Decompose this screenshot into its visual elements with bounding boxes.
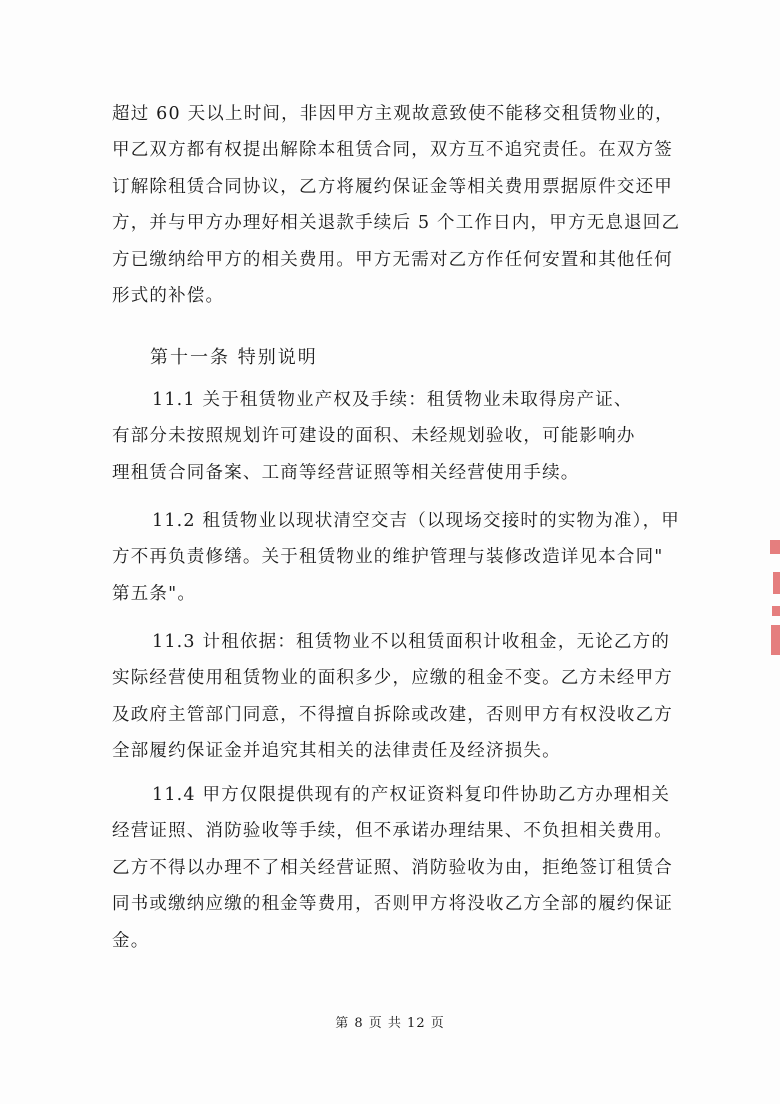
text-line: 11.2 租赁物业以现状清空交吉（以现场交接时的实物为准），甲 xyxy=(152,511,680,531)
clause-11-4 xyxy=(112,777,672,959)
text-line: 及政府主管部门同意，不得擅自拆除或改建，否则甲方有权没收乙方 xyxy=(112,704,673,725)
text-line: 11.3 计租依据：租赁物业不以租赁面积计收租金，无论乙方的 xyxy=(152,632,671,652)
clause-11-3 xyxy=(112,624,672,770)
text-line: 方已缴纳给甲方的相关费用。甲方无需对乙方作任何安置和其他任何 xyxy=(112,249,673,270)
text-line: 实际经营使用租赁物业的面积多少，应缴的租金不变。乙方未经甲方 xyxy=(112,668,673,689)
clause-11-2 xyxy=(112,503,680,612)
text-line: 订解除租赁合同协议，乙方将履约保证金等相关费用票据原件交还甲 xyxy=(112,176,673,197)
text-line: 超过 60 天以上时间，非因甲方主观故意致使不能移交租赁物业的， xyxy=(112,104,674,124)
text-line: 经营证照、消防验收等手续，但不承诺办理结果、不负担相关费用。 xyxy=(112,821,673,842)
seal-edge-mark xyxy=(773,572,780,594)
text-line: 同书或缴纳应缴的租金等费用，否则甲方将没收乙方全部的履约保证 xyxy=(112,894,673,915)
text-line: 11.4 甲方仅限提供现有的产权证资料复印件协助乙方办理相关 xyxy=(152,785,671,805)
text-line: 方，并与甲方办理好相关退款手续后 5 个工作日内，甲方无息退回乙 xyxy=(112,213,681,234)
page-number: 第 8 页 共 12 页 xyxy=(335,1016,445,1031)
text-line: 乙方不得以办理不了相关经营证照、消防验收为由，拒绝签订租赁合 xyxy=(112,857,673,878)
text-line: 11.1 关于租赁物业产权及手续：租赁物业未取得房产证、 xyxy=(152,390,633,410)
text-line: 第五条"。 xyxy=(112,583,197,604)
text-line: 形式的补偿。 xyxy=(112,285,225,306)
seal-edge-mark xyxy=(771,625,780,655)
text-line: 有部分未按照规划许可建设的面积、未经规划验收，可能影响办 xyxy=(112,426,636,447)
text-line: 方不再负责修缮。关于租赁物业的维护管理与装修改造详见本合同" xyxy=(112,547,664,568)
clause-11-1 xyxy=(112,382,672,491)
text-line: 理租赁合同备案、工商等经营证照等相关经营使用手续。 xyxy=(112,462,580,483)
continued-paragraph xyxy=(112,96,681,314)
seal-edge-mark xyxy=(770,540,780,554)
text-line: 全部履约保证金并追究其相关的法律责任及经济损失。 xyxy=(112,741,561,762)
text-line: 甲乙双方都有权提出解除本租赁合同，双方互不追究责任。在双方签 xyxy=(112,140,673,161)
text-line: 金。 xyxy=(112,930,150,951)
seal-edge-mark xyxy=(772,606,780,616)
section-heading: 第十一条 特别说明 xyxy=(150,347,318,368)
